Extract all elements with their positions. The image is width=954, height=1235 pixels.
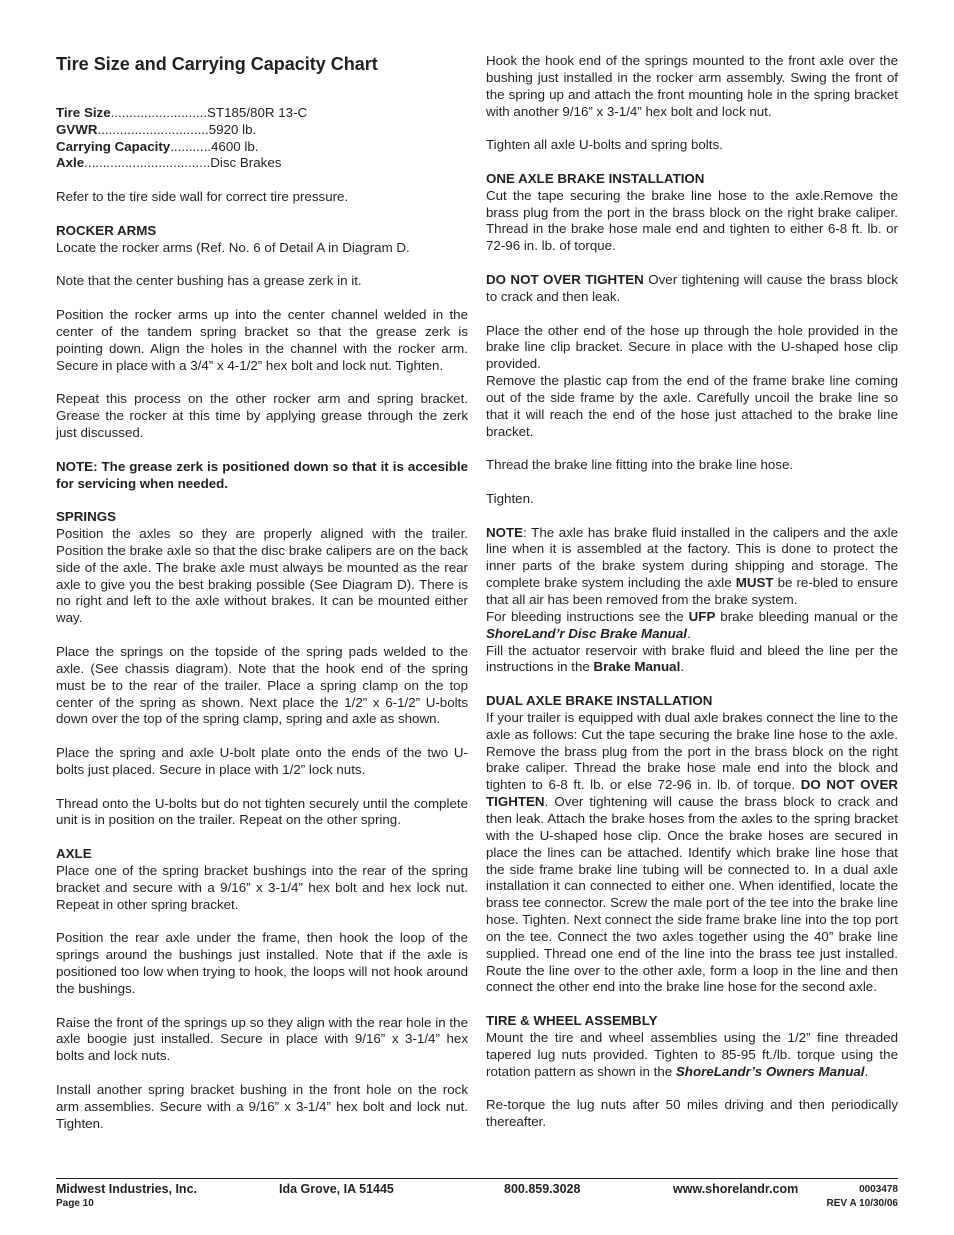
- tire-wheel-paragraph: [486, 1030, 898, 1081]
- paragraph: Locate the rocker arms (Ref. No. 6 of Detail A in Diagram D.: [56, 239, 410, 255]
- note-text: : The axle has brake fluid installed in the calipers and the axle line when it is assembled at the factory. This is done to protect the inner parts of the brake system during shipping and storage. The complete brake system including the axle: [486, 524, 898, 591]
- paragraph: Remove the plastic cap from the end of the frame brake line coming out of the side frame by the axle. Carefully uncoil the brake line so that it will reach the end of the hose just attached to the brake line bracket.: [486, 373, 898, 439]
- section-heading-rocker-arms: ROCKER ARMS: [56, 222, 157, 238]
- revision: REV A 10/30/06: [826, 1198, 898, 1209]
- dual-axle-paragraph: [486, 710, 898, 996]
- spec-value: ST185/80R 13-C: [207, 105, 308, 120]
- text: .: [864, 1063, 869, 1079]
- over-tighten-warning: [486, 272, 898, 306]
- note-label: NOTE: [486, 524, 524, 540]
- text: Fill the actuator reservoir with brake fluid and bleed the line per the instructions in the: [486, 642, 898, 675]
- spec-row-gvwr: [56, 122, 468, 139]
- phone-number: 800.859.3028: [504, 1182, 581, 1196]
- tire-pressure-note: Refer to the tire side wall for correct tire pressure.: [56, 189, 349, 205]
- manual-reference: ShoreLandr’s Owners Manual: [675, 1063, 865, 1079]
- paragraph: Place the other end of the hose up through the hole provided in the brake line clip bracket. Secure in place with the U-shaped hose clip provided.: [486, 322, 898, 372]
- spec-value: Disc Brakes: [210, 155, 282, 171]
- spec-table: [56, 105, 468, 172]
- text: For bleeding instructions see the: [486, 608, 689, 624]
- paragraph: Raise the front of the springs up so they align with the rear hole in the axle boogie just installed. Secure in place with 9/16” x 3-1/4” hex bolts and lock nuts.: [56, 1014, 468, 1064]
- spec-row-tire-size: [56, 105, 468, 122]
- spec-value: 5920 lb.: [208, 121, 257, 137]
- paragraph: Position the axles so they are properly aligned with the trailer. Position the brake axle so that the disc brake calipers are on the back side of the axle. The brake axle must always be mounted as the rear axle to give you the best braking possible (See Diagram D). There is no right and left to the axle without brakes. It can be mounted either way.: [56, 526, 468, 626]
- spec-leader: ...........: [170, 138, 211, 154]
- text: .: [686, 625, 691, 641]
- paragraph: Position the rear axle under the frame, then hook the loop of the springs around the bushings just installed. Note that if the axle is positioned too low when trying to hook, the loops will not hook around the bushings.: [56, 930, 468, 996]
- brake-fluid-note: [486, 525, 898, 609]
- footer-rule: [56, 1178, 898, 1179]
- left-column: [56, 50, 468, 1132]
- brand-ufp: UFP: [688, 608, 716, 624]
- spec-leader: ..........................: [110, 105, 208, 120]
- page-title: Tire Size and Carrying Capacity Chart: [56, 54, 378, 74]
- spec-label: Axle: [56, 155, 85, 171]
- paragraph: Place the spring and axle U-bolt plate onto the ends of the two U-bolts just placed. Secure in place with 1/2” lock nuts.: [56, 745, 468, 777]
- text: brake bleeding manual or the: [715, 608, 898, 624]
- text: If your trailer is equipped with dual axle brakes connect the line to the axle as follows: Cut the tape securing the brake line hose to the axle. Remove the brass plug from the port in the brass block on the right brake caliper. Thread the brake hose male end into the block and tighten to 6-8 ft. lb. or else 72-96 in. lb. of torque.: [486, 709, 898, 793]
- warning-text: Over tightening will cause the brass block to crack and then leak.: [486, 271, 898, 304]
- paragraph: Place one of the spring bracket bushings into the rear of the spring bracket and secure with a 9/16” x 3-1/4” hex bolt and hex lock nut. Repeat in other spring bracket.: [56, 862, 468, 912]
- spec-leader: ..............................: [97, 121, 209, 137]
- section-heading-dual-axle-brake: DUAL AXLE BRAKE INSTALLATION: [486, 693, 713, 709]
- text: Mount the tire and wheel assemblies using the 1/2” fine threaded tapered lug nuts provided. Tighten to 85-95 ft./lb. torque using the rotation pattern as shown in the: [486, 1029, 898, 1079]
- section-heading-axle: AXLE: [56, 846, 92, 862]
- spec-value: 4600 lb.: [211, 138, 259, 154]
- section-heading-tire-wheel: TIRE & WHEEL ASSEMBLY: [486, 1013, 658, 1029]
- paragraph: Note that the center bushing has a grease zerk in it.: [56, 273, 362, 289]
- warning-label: DO NOT OVER TIGHTEN: [486, 777, 898, 810]
- paragraph: Place the springs on the topside of the spring pads welded to the axle. (See chassis diagram). Note that the hook end of the spring must be to the rear of the trailer. Place a spring clamp on the top center of the spring as shown. Next place the 1/2” x 6-1/2” U-bolts down over the top of the spring clamp, spring and axle as shown.: [56, 643, 468, 727]
- text: .: [680, 659, 685, 675]
- company-name: Midwest Industries, Inc.: [56, 1182, 197, 1196]
- document-number: 0003478: [859, 1184, 898, 1195]
- spec-row-carrying-capacity: [56, 139, 468, 156]
- paragraph: Re-torque the lug nuts after 50 miles driving and then periodically thereafter.: [486, 1097, 898, 1130]
- text: . Over tightening will cause the brass block to crack and then leak. Attach the brake hoses from the axles to the spring bracket with the U-shaped hose clip. Once the brake hoses are secured in place the lines can be attached. Identify which brake line hose that the side frame brake line tubing will be connected to. In a dual axle installation it can connected to either one. When identified, locate the brass tee connector. Screw the male port of the tee into the brake line hose. Tighten. Next connect the side frame brake line into the top port on the tee. Connect the two axles together using the 40” brake line supplied. Thread one end of the line into the brass tee just installed. Route the line over to the other axle, form a loop in the line and then connect the other end into the brake line hose for the second axle.: [486, 794, 898, 995]
- paragraph: Tighten all axle U-bolts and spring bolts.: [486, 137, 723, 153]
- section-heading-one-axle-brake: ONE AXLE BRAKE INSTALLATION: [486, 170, 705, 186]
- right-column: [486, 53, 898, 1131]
- page-number: Page 10: [56, 1198, 94, 1209]
- note-text: be re-bled to ensure that all air has been removed from the brake system.: [486, 575, 898, 607]
- paragraph: Install another spring bracket bushing in the front hole on the rock arm assemblies. Secure with a 9/16” x 3-1/4” hex bolt and lock nut. Tighten.: [56, 1081, 468, 1131]
- spec-row-axle: [56, 155, 468, 172]
- paragraph: Tighten.: [486, 490, 534, 506]
- spec-label: Tire Size: [56, 105, 111, 120]
- paragraph: Cut the tape securing the brake line hose to the axle.Remove the brass plug from the port in the brass block on the right brake caliper. Thread in the brake hose male end and tighten to either 6-8 ft. lb. or 72-96 in. lb. of torque.: [486, 187, 898, 254]
- website: www.shorelandr.com: [673, 1182, 799, 1196]
- note-emphasis: MUST: [735, 575, 774, 591]
- paragraph: Hook the hook end of the springs mounted to the front axle over the bushing just installed in the rocker arm assembly. Swing the front of the spring up and attach the front mounting hole in the spring bracket with another 9/16” x 3-1/4” hex bolt and lock nut.: [486, 53, 898, 119]
- grease-zerk-note: NOTE: The grease zerk is positioned down so that it is accesible for servicing when needed.: [56, 458, 468, 491]
- spec-label: GVWR: [56, 121, 98, 137]
- spec-label: Carrying Capacity: [56, 138, 171, 154]
- manual-reference: Brake Manual: [593, 659, 681, 675]
- bleeding-instructions: [486, 609, 898, 643]
- warning-label: DO NOT OVER TIGHTEN: [486, 271, 644, 287]
- spec-leader: ..................................: [84, 155, 211, 171]
- section-heading-springs: SPRINGS: [56, 509, 117, 525]
- paragraph: Thread the brake line fitting into the brake line hose.: [486, 457, 794, 473]
- paragraph: Thread onto the U-bolts but do not tighten securely until the complete unit is in position on the trailer. Repeat on the other spring.: [56, 795, 468, 828]
- company-address: Ida Grove, IA 51445: [279, 1182, 394, 1196]
- paragraph: Repeat this process on the other rocker arm and spring bracket. Grease the rocker at this time by applying grease through the zerk just discussed.: [56, 391, 468, 440]
- fill-reservoir-instructions: [486, 643, 898, 677]
- paragraph: Position the rocker arms up into the center channel welded in the center of the tandem spring bracket so that the grease zerk is pointing down. Align the holes in the channel with the rocker arm. Secure in place with a 3/4” x 4-1/2” hex bolt and lock nut. Tighten.: [56, 307, 468, 373]
- manual-reference: ShoreLand’r Disc Brake Manual: [486, 625, 687, 641]
